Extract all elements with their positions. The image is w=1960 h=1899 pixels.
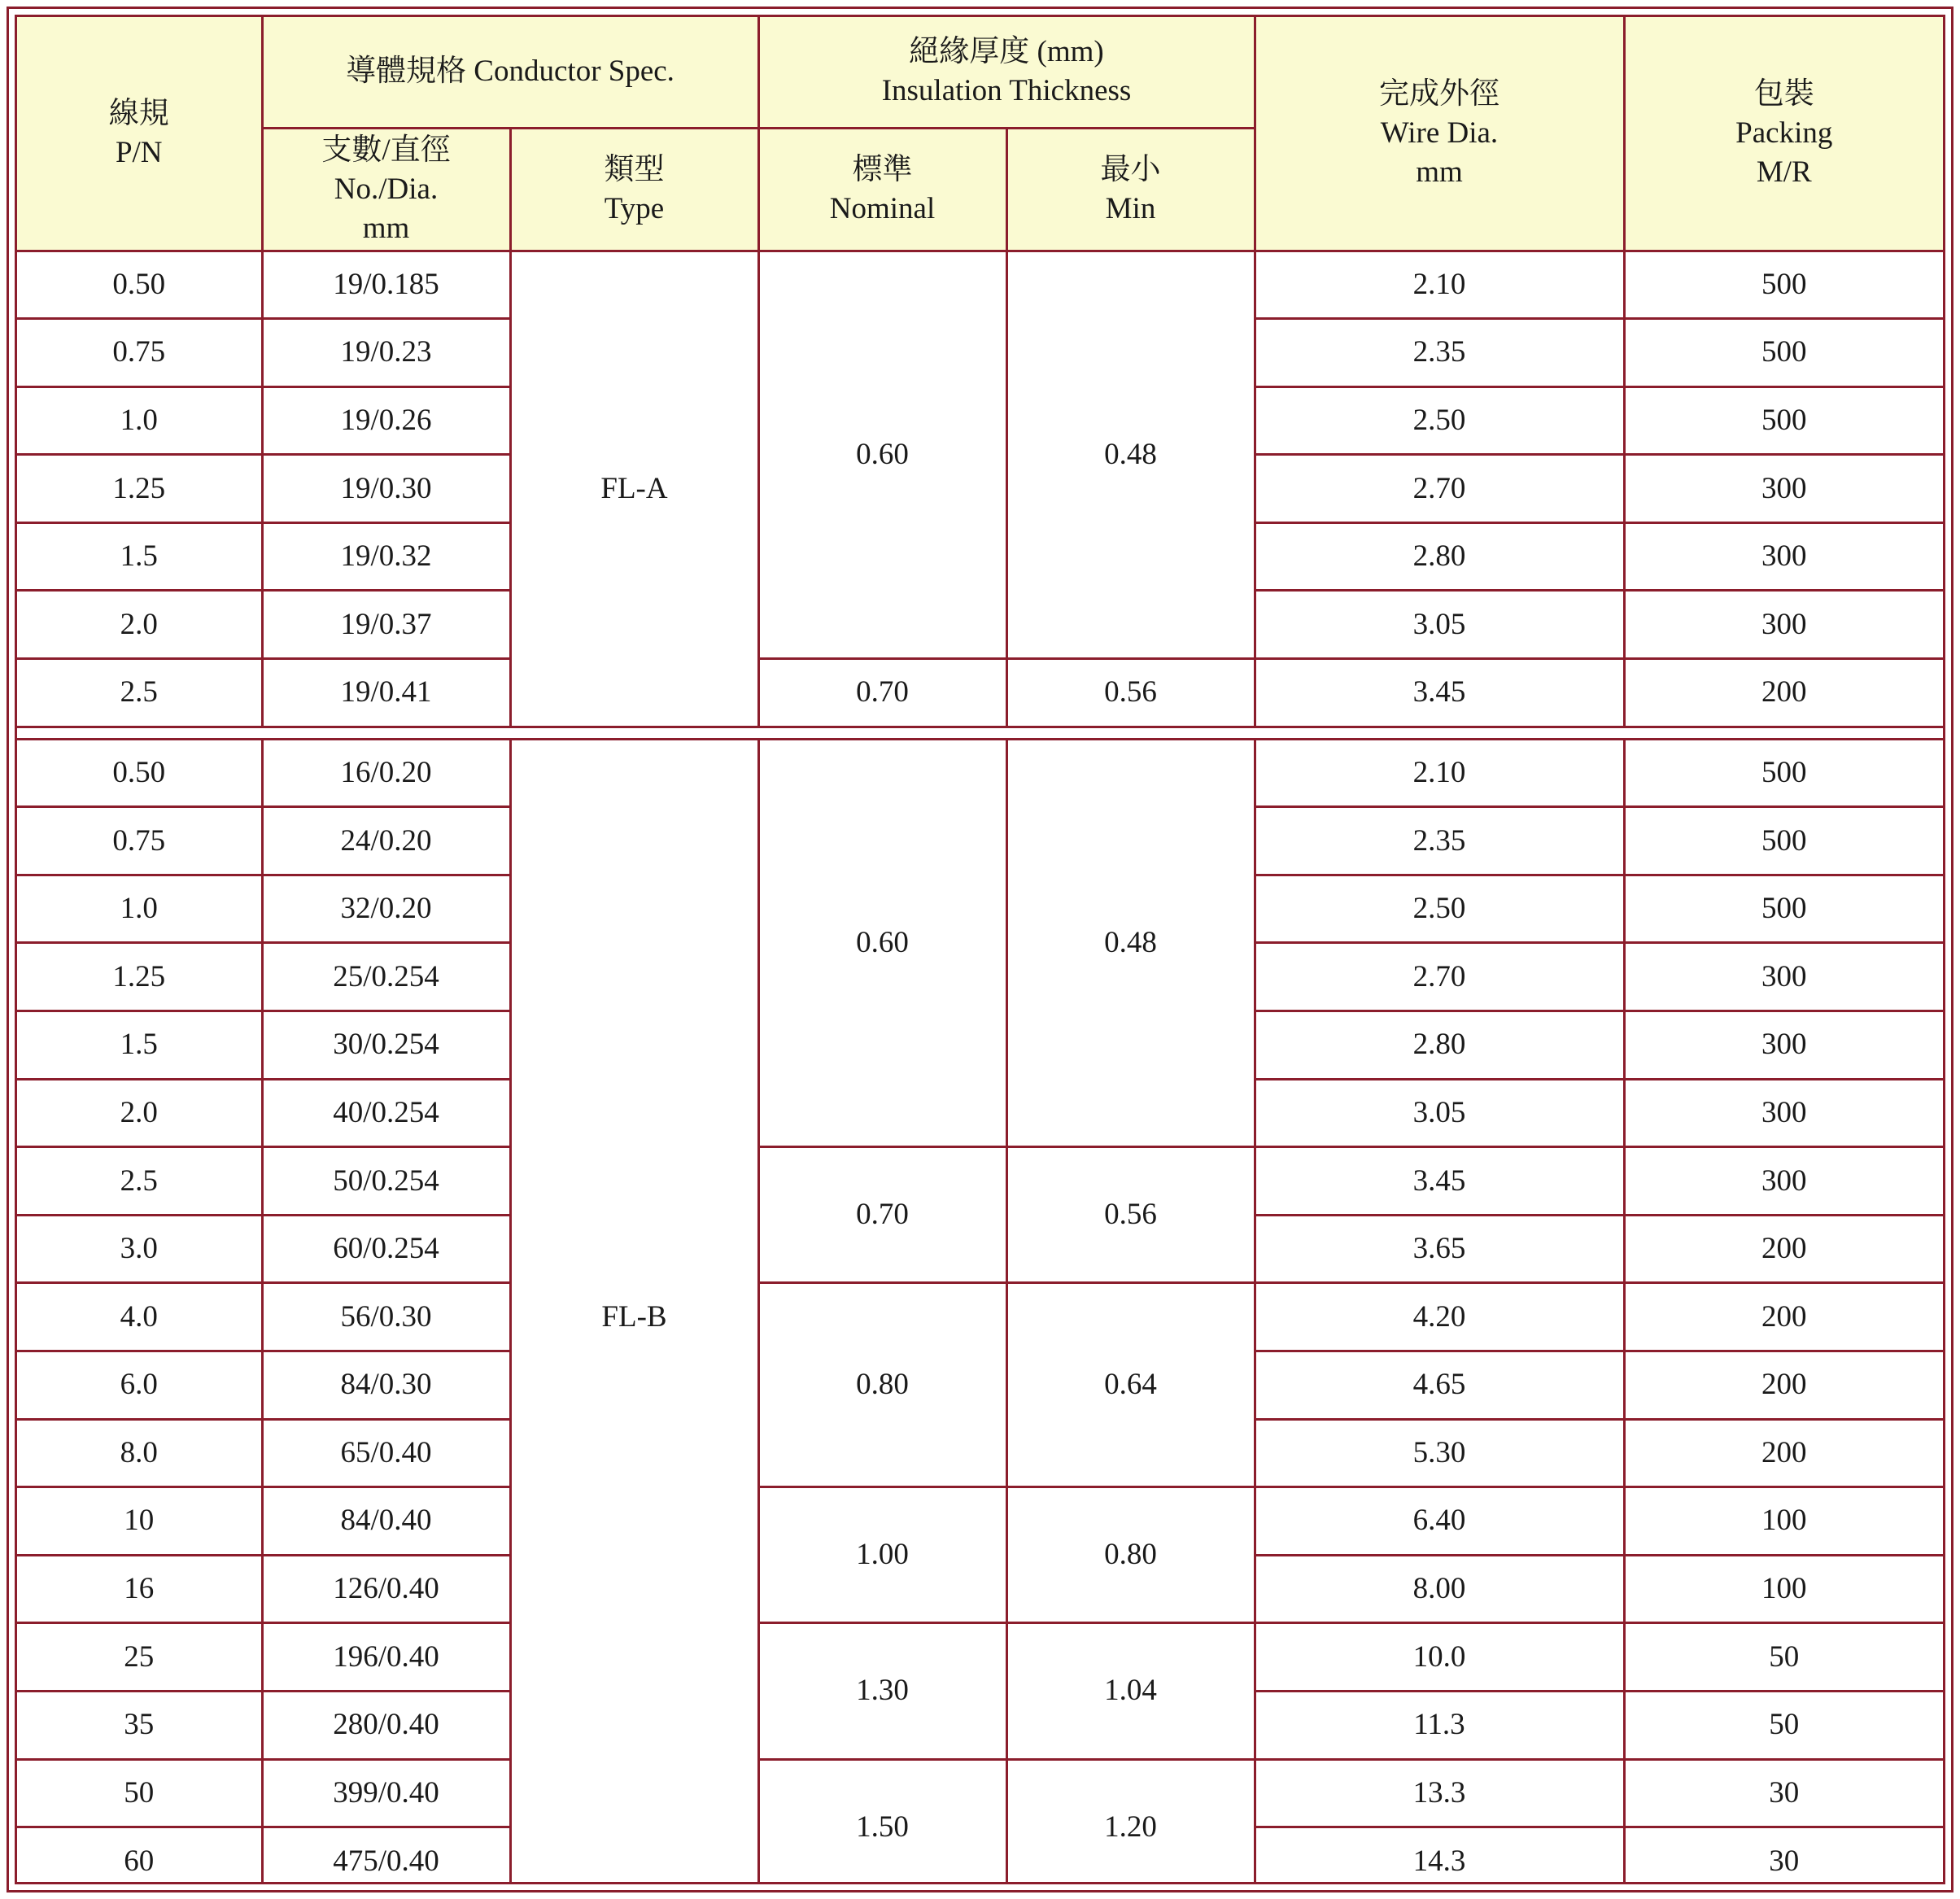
wire-dia-cell: 4.20 — [1255, 1283, 1624, 1351]
packing-cell: 300 — [1624, 591, 1943, 659]
pn-cell: 0.75 — [17, 319, 262, 387]
wire-dia-cell: 2.70 — [1255, 943, 1624, 1011]
pn-cell: 2.5 — [17, 1147, 262, 1216]
wire-dia-cell: 8.00 — [1255, 1555, 1624, 1623]
wire-dia-cell: 2.50 — [1255, 875, 1624, 943]
no-dia-cell: 65/0.40 — [262, 1419, 510, 1487]
packing-cell: 30 — [1624, 1759, 1943, 1827]
wire-dia-cell: 2.35 — [1255, 807, 1624, 875]
packing-cell: 200 — [1624, 1283, 1943, 1351]
header-no-dia: 支數/直徑 No./Dia. mm — [262, 128, 510, 251]
header-insulation-thickness: 絕緣厚度 (mm) Insulation Thickness — [758, 17, 1255, 128]
wire-dia-cell: 11.3 — [1255, 1691, 1624, 1759]
no-dia-cell: 19/0.30 — [262, 455, 510, 523]
packing-cell: 100 — [1624, 1555, 1943, 1623]
nominal-cell: 1.30 — [758, 1623, 1006, 1759]
wire-dia-cell: 10.0 — [1255, 1623, 1624, 1692]
wire-dia-cell: 4.65 — [1255, 1351, 1624, 1420]
packing-cell: 300 — [1624, 1011, 1943, 1080]
nominal-cell: 0.60 — [758, 739, 1006, 1147]
wire-dia-cell: 2.35 — [1255, 319, 1624, 387]
wire-dia-cell: 13.3 — [1255, 1759, 1624, 1827]
wire-dia-cell: 14.3 — [1255, 1827, 1624, 1884]
pn-cell: 0.50 — [17, 251, 262, 319]
nominal-cell: 0.70 — [758, 659, 1006, 727]
packing-cell: 200 — [1624, 1419, 1943, 1487]
no-dia-cell: 25/0.254 — [262, 943, 510, 1011]
min-cell: 0.48 — [1006, 251, 1255, 659]
table-row — [17, 1623, 1943, 1692]
no-dia-cell: 56/0.30 — [262, 1283, 510, 1351]
min-cell: 0.56 — [1006, 659, 1255, 727]
no-dia-cell: 280/0.40 — [262, 1691, 510, 1759]
wire-dia-cell: 2.10 — [1255, 251, 1624, 319]
wire-dia-cell: 3.65 — [1255, 1215, 1624, 1283]
header-type: 類型 Type — [510, 128, 758, 251]
no-dia-cell: 475/0.40 — [262, 1827, 510, 1884]
header-wire-dia: 完成外徑 Wire Dia. mm — [1255, 17, 1624, 251]
no-dia-cell: 399/0.40 — [262, 1759, 510, 1827]
packing-cell: 300 — [1624, 943, 1943, 1011]
wire-dia-cell: 2.50 — [1255, 386, 1624, 455]
pn-cell: 0.75 — [17, 807, 262, 875]
header-pn: 線規 P/N — [17, 17, 262, 251]
group-separator — [17, 727, 1943, 739]
wire-dia-cell: 3.05 — [1255, 591, 1624, 659]
wire-spec-table — [17, 17, 1943, 1884]
table-inner-frame — [15, 15, 1945, 1884]
no-dia-cell: 40/0.254 — [262, 1079, 510, 1147]
wire-dia-cell: 3.05 — [1255, 1079, 1624, 1147]
min-cell: 1.04 — [1006, 1623, 1255, 1759]
table-row — [17, 1759, 1943, 1827]
pn-cell: 35 — [17, 1691, 262, 1759]
packing-cell: 200 — [1624, 659, 1943, 727]
pn-cell: 1.5 — [17, 1011, 262, 1080]
packing-cell: 50 — [1624, 1623, 1943, 1692]
packing-cell: 300 — [1624, 1079, 1943, 1147]
min-cell: 0.48 — [1006, 739, 1255, 1147]
pn-cell: 1.25 — [17, 455, 262, 523]
group-separator-cell — [17, 727, 1943, 739]
packing-cell: 500 — [1624, 319, 1943, 387]
pn-cell: 4.0 — [17, 1283, 262, 1351]
nominal-cell: 1.50 — [758, 1759, 1006, 1884]
no-dia-cell: 50/0.254 — [262, 1147, 510, 1216]
pn-cell: 1.0 — [17, 875, 262, 943]
no-dia-cell: 32/0.20 — [262, 875, 510, 943]
table-row — [17, 659, 1943, 727]
packing-cell: 200 — [1624, 1215, 1943, 1283]
no-dia-cell: 84/0.40 — [262, 1487, 510, 1556]
no-dia-cell: 24/0.20 — [262, 807, 510, 875]
packing-cell: 300 — [1624, 522, 1943, 591]
header-nominal: 標準 Nominal — [758, 128, 1006, 251]
packing-cell: 500 — [1624, 386, 1943, 455]
pn-cell: 0.50 — [17, 739, 262, 807]
table-row — [17, 739, 1943, 807]
no-dia-cell: 30/0.254 — [262, 1011, 510, 1080]
no-dia-cell: 19/0.37 — [262, 591, 510, 659]
packing-cell: 300 — [1624, 1147, 1943, 1216]
pn-cell: 2.0 — [17, 591, 262, 659]
pn-cell: 3.0 — [17, 1215, 262, 1283]
pn-cell: 2.0 — [17, 1079, 262, 1147]
packing-cell: 500 — [1624, 251, 1943, 319]
type-cell: FL-A — [510, 251, 758, 727]
min-cell: 0.56 — [1006, 1147, 1255, 1283]
packing-cell: 300 — [1624, 455, 1943, 523]
min-cell: 0.80 — [1006, 1487, 1255, 1623]
packing-cell: 500 — [1624, 739, 1943, 807]
min-cell: 1.20 — [1006, 1759, 1255, 1884]
packing-cell: 30 — [1624, 1827, 1943, 1884]
wire-dia-cell: 3.45 — [1255, 659, 1624, 727]
pn-cell: 1.0 — [17, 386, 262, 455]
pn-cell: 2.5 — [17, 659, 262, 727]
wire-dia-cell: 3.45 — [1255, 1147, 1624, 1216]
no-dia-cell: 196/0.40 — [262, 1623, 510, 1692]
pn-cell: 8.0 — [17, 1419, 262, 1487]
nominal-cell: 0.70 — [758, 1147, 1006, 1283]
type-cell: FL-B — [510, 739, 758, 1884]
no-dia-cell: 126/0.40 — [262, 1555, 510, 1623]
table-body — [17, 251, 1943, 1884]
packing-cell: 200 — [1624, 1351, 1943, 1420]
table-row — [17, 251, 1943, 319]
no-dia-cell: 19/0.41 — [262, 659, 510, 727]
wire-dia-cell: 2.80 — [1255, 522, 1624, 591]
wire-dia-cell: 2.10 — [1255, 739, 1624, 807]
pn-cell: 25 — [17, 1623, 262, 1692]
header-conductor-spec: 導體規格 Conductor Spec. — [262, 17, 758, 128]
header-min: 最小 Min — [1006, 128, 1255, 251]
table-row — [17, 1487, 1943, 1556]
min-cell: 0.64 — [1006, 1283, 1255, 1487]
pn-cell: 16 — [17, 1555, 262, 1623]
pn-cell: 1.25 — [17, 943, 262, 1011]
packing-cell: 500 — [1624, 807, 1943, 875]
packing-cell: 100 — [1624, 1487, 1943, 1556]
table-row — [17, 1283, 1943, 1351]
no-dia-cell: 19/0.32 — [262, 522, 510, 591]
nominal-cell: 1.00 — [758, 1487, 1006, 1623]
packing-cell: 500 — [1624, 875, 1943, 943]
wire-dia-cell: 5.30 — [1255, 1419, 1624, 1487]
header-packing: 包裝 Packing M/R — [1624, 17, 1943, 251]
no-dia-cell: 19/0.26 — [262, 386, 510, 455]
pn-cell: 10 — [17, 1487, 262, 1556]
pn-cell: 60 — [17, 1827, 262, 1884]
no-dia-cell: 19/0.23 — [262, 319, 510, 387]
wire-dia-cell: 6.40 — [1255, 1487, 1624, 1556]
packing-cell: 50 — [1624, 1691, 1943, 1759]
table-row — [17, 1147, 1943, 1216]
nominal-cell: 0.80 — [758, 1283, 1006, 1487]
nominal-cell: 0.60 — [758, 251, 1006, 659]
pn-cell: 1.5 — [17, 522, 262, 591]
no-dia-cell: 60/0.254 — [262, 1215, 510, 1283]
no-dia-cell: 19/0.185 — [262, 251, 510, 319]
no-dia-cell: 84/0.30 — [262, 1351, 510, 1420]
no-dia-cell: 16/0.20 — [262, 739, 510, 807]
pn-cell: 50 — [17, 1759, 262, 1827]
wire-dia-cell: 2.80 — [1255, 1011, 1624, 1080]
table-outer-frame — [7, 7, 1953, 1892]
pn-cell: 6.0 — [17, 1351, 262, 1420]
wire-dia-cell: 2.70 — [1255, 455, 1624, 523]
